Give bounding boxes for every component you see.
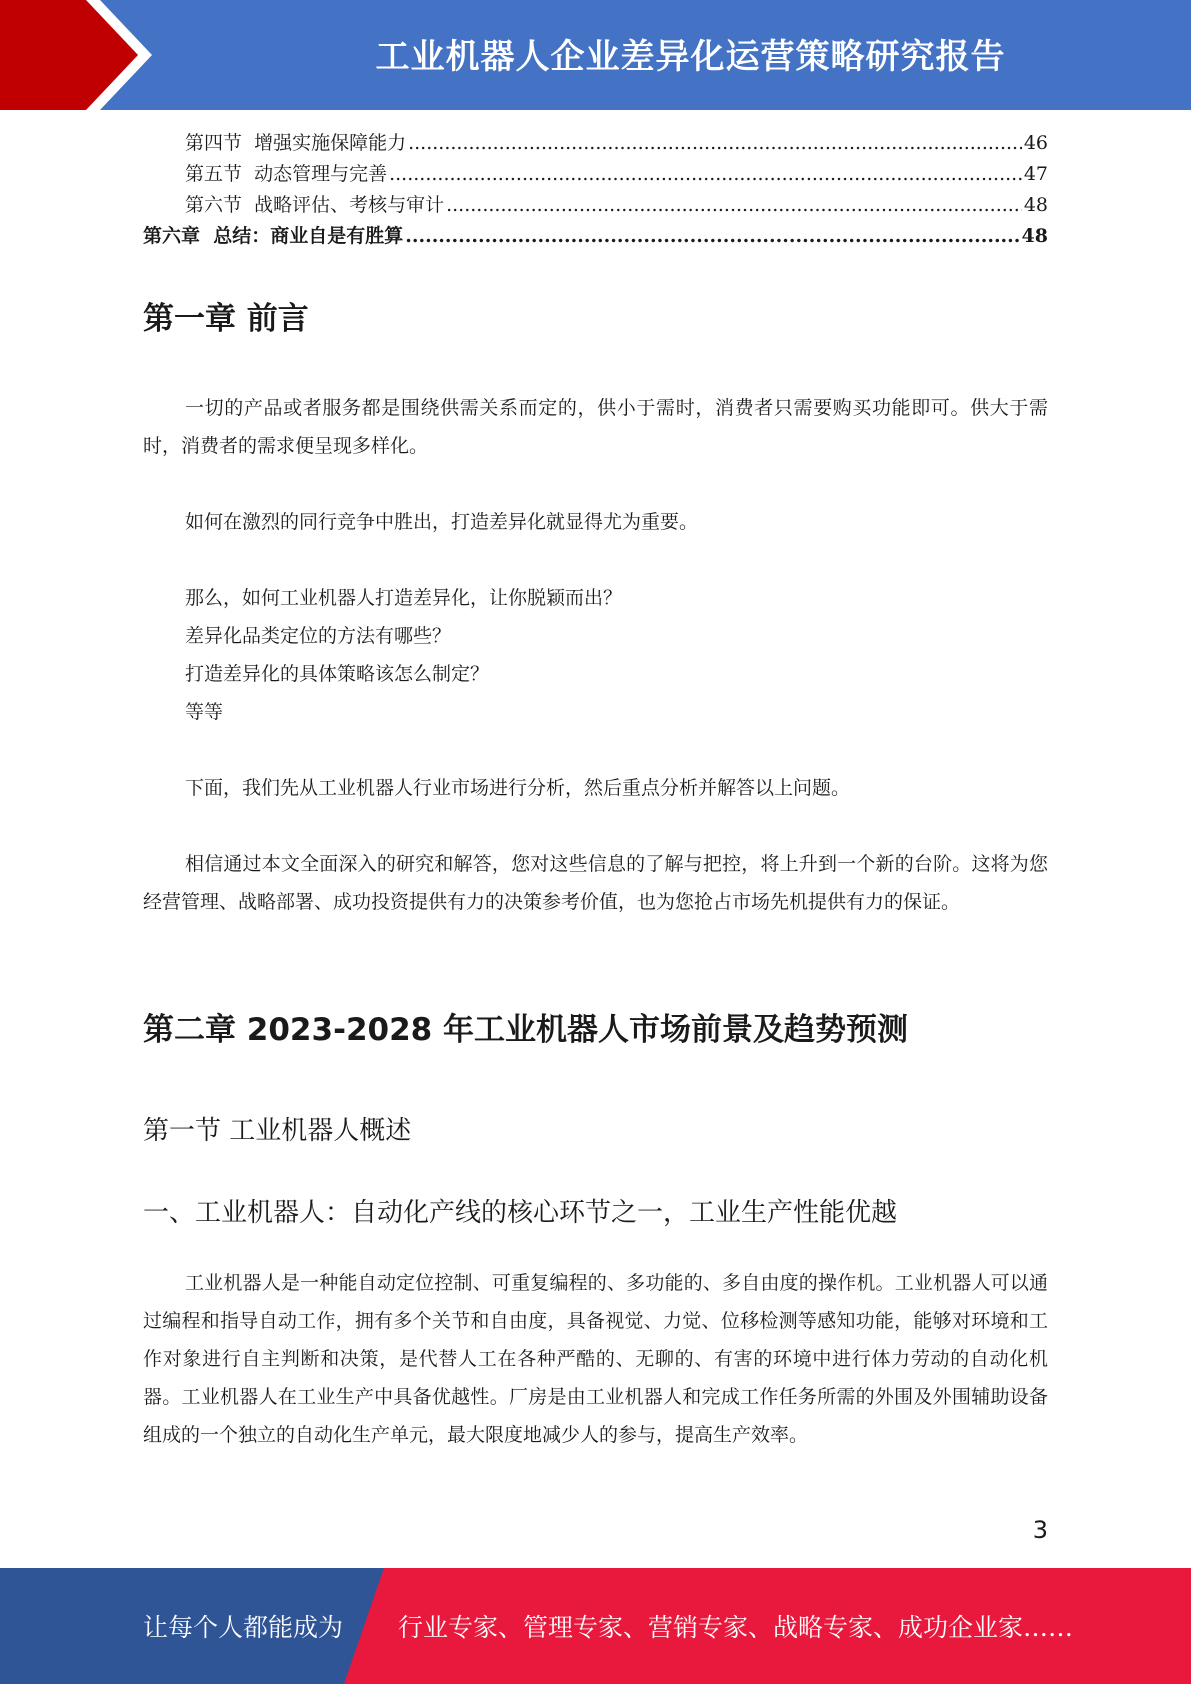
toc-entry-page: 46 [1023,132,1048,154]
toc-entry-title: 第四节 增强实施保障能力 [185,132,407,154]
chapter-1-heading: 第一章 前言 [143,301,309,337]
toc-leader-dots [446,194,1022,216]
toc-entry-page: 47 [1023,163,1048,185]
toc-entry[interactable] [143,159,1048,190]
header-arrow-decoration [0,0,200,110]
paragraph: 工业机器人是一种能自动定位控制、可重复编程的、多功能的、多自由度的操作机。工业机器人可以通过编程和指导自动工作，拥有多个关节和自由度，具备视觉、力觉、位移检测等感知功能，能够对环境和工作对象进行自主判断和决策，是代替人工在各种严酷的、无聊的、有害的环境中进行体力劳动的自动化机器。工业机器人在工业生产中具备优越性。厂房是由工业机器人和完成工作任务所需的外围及外围辅助设备组成的一个独立的自动化生产单元，最大限度地减少人的参与，提高生产效率。 [143,1272,1048,1446]
paragraph: 如何在激烈的同行竞争中胜出，打造差异化就显得尤为重要。 [185,511,699,533]
toc-entry-page: 48 [1021,225,1048,247]
toc-chapter-entry[interactable] [143,221,1048,252]
chapter-2-heading: 第二章 2023-2028 年工业机器人市场前景及趋势预测 [143,1012,909,1048]
toc-entry[interactable] [143,190,1048,221]
toc-entry-page: 48 [1023,194,1048,216]
toc-entry-title: 第五节 动态管理与完善 [185,163,388,185]
report-header [0,0,1191,110]
paragraph: 那么，如何工业机器人打造差异化，让你脱颖而出？ [185,587,623,609]
report-title: 工业机器人企业差异化运营策略研究报告 [375,36,1006,77]
table-of-contents [143,128,1048,252]
report-footer [0,1568,1191,1684]
toc-entry-title: 第六节 战略评估、考核与审计 [185,194,445,216]
paragraph: 一切的产品或者服务都是围绕供需关系而定的，供小于需时，消费者只需要购买功能即可。供大于需时，消费者的需求便呈现多样化。 [143,397,1048,457]
subsection-1-heading: 一、工业机器人：自动化产线的核心环节之一，工业生产性能优越 [143,1198,898,1228]
toc-leader-dots [389,163,1022,185]
footer-slogan-right: 行业专家、管理专家、营销专家、战略专家、成功企业家…… [398,1613,1074,1642]
footer-slogan-left: 让每个人都能成为 [143,1613,344,1642]
toc-leader-dots [408,132,1022,154]
section-1-heading: 第一节 工业机器人概述 [143,1116,412,1146]
paragraph: 相信通过本文全面深入的研究和解答，您对这些信息的了解与把控，将上升到一个新的台阶。这将为您经营管理、战略部署、成功投资提供有力的决策参考价值，也为您抢占市场先机提供有力的保证。 [143,853,1048,913]
paragraph: 等等 [185,701,224,723]
paragraph: 下面，我们先从工业机器人行业市场进行分析，然后重点分析并解答以上问题。 [185,777,851,799]
paragraph: 差异化品类定位的方法有哪些？ [185,625,452,647]
page-number: 3 [1032,1516,1048,1544]
toc-entry[interactable] [143,128,1048,159]
toc-entry-title: 第六章 总结：商业自是有胜算 [143,225,404,247]
toc-leader-dots [405,225,1019,247]
paragraph: 打造差异化的具体策略该怎么制定？ [185,663,490,685]
